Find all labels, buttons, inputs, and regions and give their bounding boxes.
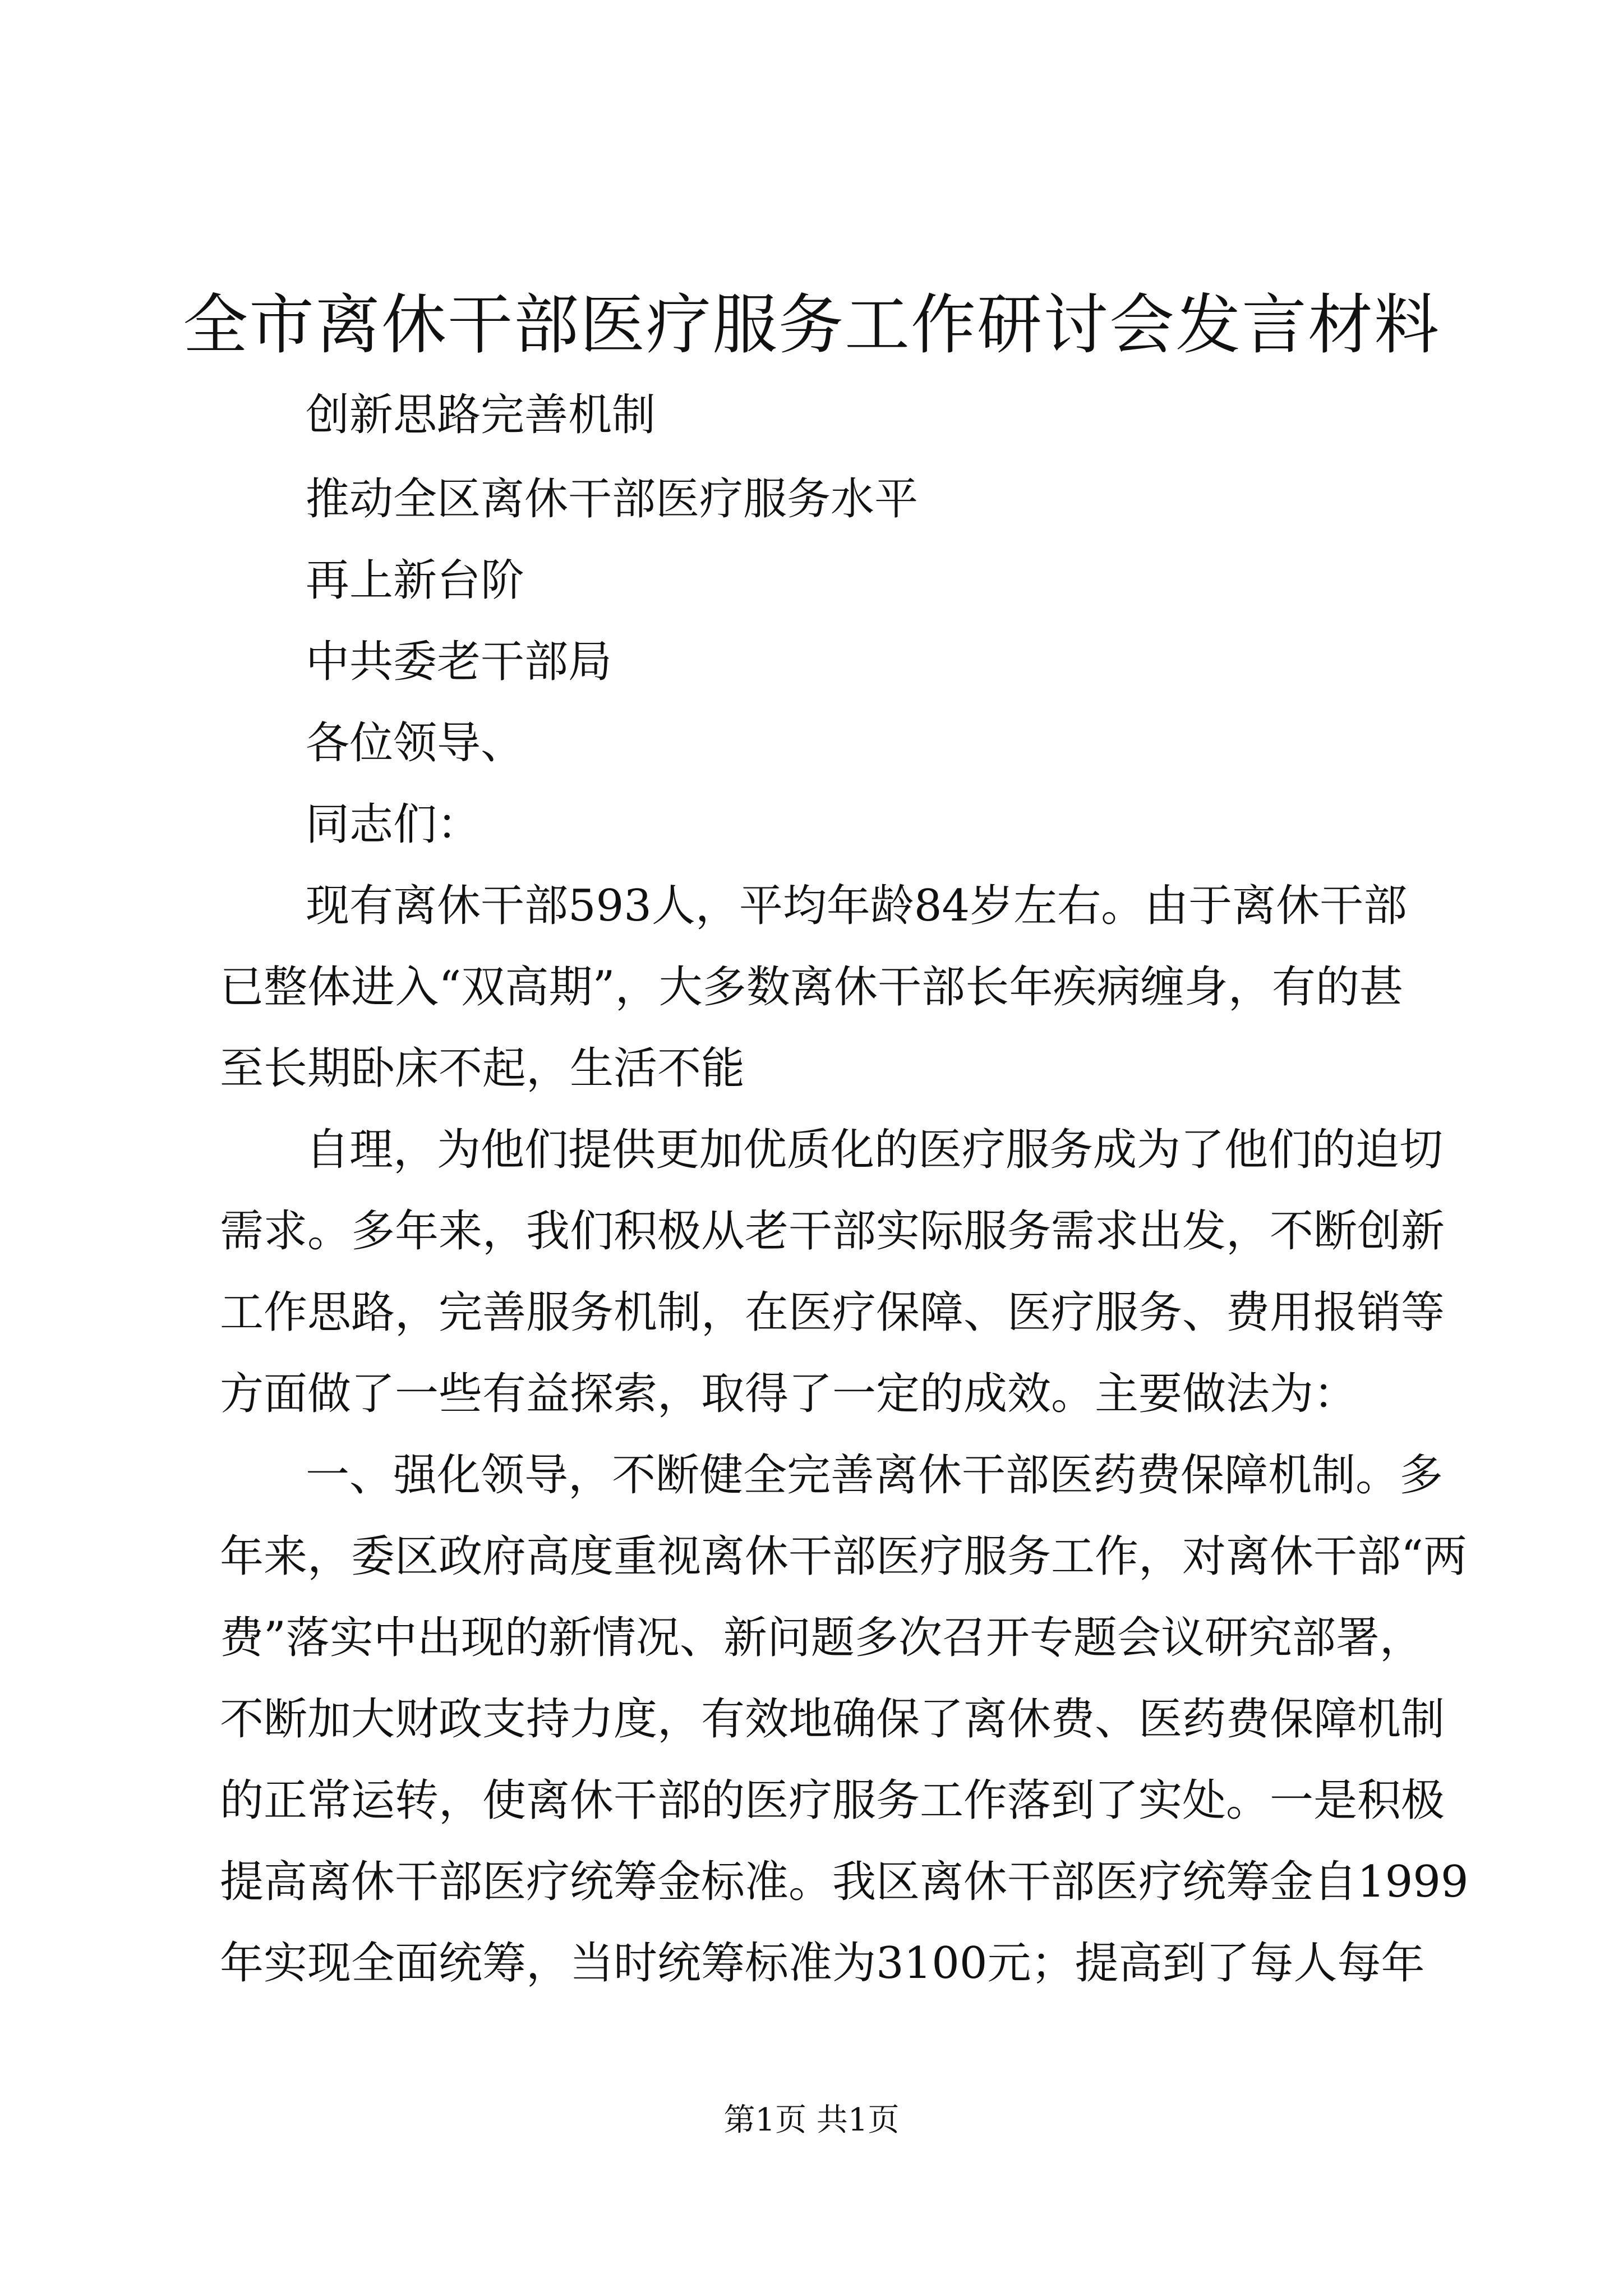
paragraph-line: 的正常运转，使离休干部的医疗服务工作落到了实处。一是积极 (220, 1775, 1445, 1826)
paragraph-line: 方面做了一些有益探索，取得了一定的成效。主要做法为： (220, 1369, 1358, 1419)
paragraph-line: 已整体进入“双高期”，大多数离休干部长年疾病缠身，有的甚 (220, 962, 1403, 1013)
intro-line-subheading: 推动全区离休干部医疗服务水平 (306, 474, 919, 524)
intro-line-salutation: 各位领导、 (306, 718, 525, 769)
intro-line-salutation-cont: 同志们： (306, 799, 481, 850)
paragraph-line: 至长期卧床不起，生活不能 (220, 1043, 745, 1094)
intro-line-heading: 创新思路完善机制 (306, 390, 656, 440)
page-number-footer: 第1页 共1页 (723, 2102, 900, 2138)
intro-line-organization: 中共委老干部局 (306, 637, 612, 687)
paragraph-line: 年实现全面统筹，当时统筹标准为3100元；提高到了每人每年 (220, 1938, 1425, 1989)
paragraph-line: 不断加大财政支持力度，有效地确保了离休费、医药费保障机制 (220, 1694, 1445, 1745)
intro-line-subheading-cont: 再上新台阶 (306, 555, 525, 606)
paragraph-line: 工作思路，完善服务机制，在医疗保障、医疗服务、费用报销等 (220, 1287, 1445, 1338)
paragraph-line: 提高离休干部医疗统筹金标准。我区离休干部医疗统筹金自1999 (220, 1857, 1469, 1907)
paragraph-line: 年来，委区政府高度重视离休干部医疗服务工作，对离休干部“两 (220, 1531, 1467, 1582)
paragraph-line: 需求。多年来，我们积极从老干部实际服务需求出发，不断创新 (220, 1206, 1445, 1257)
paragraph-line: 费”落实中出现的新情况、新问题多次召开专题会议研究部署， (220, 1613, 1423, 1663)
document-title: 全市离休干部医疗服务工作研讨会发言材料 (183, 287, 1440, 363)
paragraph-line: 自理，为他们提供更加优质化的医疗服务成为了他们的迫切 (306, 1125, 1444, 1175)
paragraph-line: 一、强化领导，不断健全完善离休干部医药费保障机制。多 (306, 1450, 1444, 1501)
paragraph-line: 现有离休干部593人，平均年龄84岁左右。由于离休干部 (306, 881, 1408, 931)
